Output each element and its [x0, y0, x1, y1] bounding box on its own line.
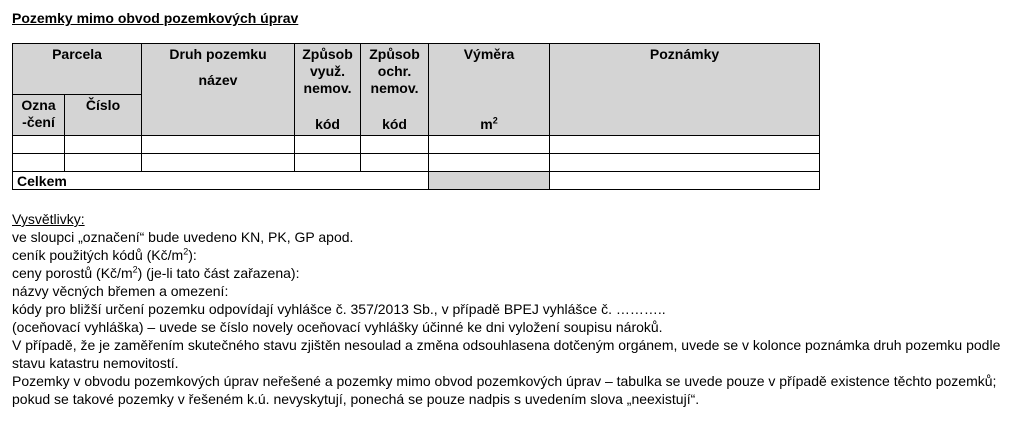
table-cell — [142, 136, 295, 154]
header-parcela: Parcela — [13, 44, 142, 95]
table-cell — [361, 136, 429, 154]
header-poznamky: Poznámky — [550, 44, 820, 136]
header-druh-pozemku: Druh pozemku název — [142, 44, 295, 136]
table-cell — [65, 136, 142, 154]
legend-line: kódy pro bližší určení pozemku odpovídají vyhlášce č. 357/2013 Sb., v případě BPEJ vyhlášce č. ……….. — [12, 301, 666, 317]
legend-heading: Vysvětlivky: — [12, 211, 85, 227]
table-cell — [550, 154, 820, 172]
table-row — [13, 154, 820, 172]
header-zpusob-vyuziti: Způsob využ. nemov. kód — [295, 44, 361, 136]
table-row — [13, 136, 820, 154]
table-cell — [429, 136, 550, 154]
table-cell — [295, 136, 361, 154]
legend-line: ceník použitých kódů $(Kč/m^2)$: — [12, 246, 197, 263]
table-cell — [13, 136, 65, 154]
legend — [12, 210, 1022, 408]
total-label: Celkem — [13, 172, 429, 190]
legend-line: ceny porostů $(Kč/m^2)$ (je-li tato část zařazena): — [12, 264, 300, 281]
total-poznamky-cell — [550, 172, 820, 190]
header-cislo: Číslo — [65, 94, 142, 135]
vymera-unit: m — [480, 116, 493, 132]
table-cell — [295, 154, 361, 172]
header-oznaceni: Ozna -čení — [13, 94, 65, 135]
legend-line: V případě, že je zaměřením skutečného stavu zjištěn nesoulad a změna odsouhlasena dotčeným orgánem, uvede se v kolonce poznámka druh pozemku podle stavu katastru nemovitostí. — [12, 337, 1001, 371]
legend-line: Pozemky v obvodu pozemkových úprav neřešené a pozemky mimo obvod pozemkových úprav – tabulka se uvede pouze v případě existence těchto pozemků; pokud se takové pozemky v řešeném k.ú. nevyskytují, ponechá se pouze nadpis s uvedením slova „neexistují“. — [12, 373, 997, 407]
legend-line: (oceňovací vyhláška) – uvede se číslo novely oceňovací vyhlášky účinné ke dni vyložení soupisu nároků. — [12, 319, 663, 335]
header-vymera: Výměra $m^2$ — [429, 44, 550, 136]
legend-line: názvy věcných břemen a omezení: — [12, 283, 229, 299]
total-row — [13, 172, 820, 190]
table-cell — [429, 154, 550, 172]
table-cell — [65, 154, 142, 172]
table-cell — [142, 154, 295, 172]
table-cell — [13, 154, 65, 172]
page-title: Pozemky mimo obvod pozemkových úprav — [12, 10, 299, 26]
legend-line: ve sloupci „označení“ bude uvedeno KN, PK, GP apod. — [12, 229, 354, 245]
parcel-table — [12, 43, 820, 190]
table-cell — [361, 154, 429, 172]
table-cell — [550, 136, 820, 154]
total-vymera-cell — [429, 172, 550, 190]
header-zpusob-ochrany: Způsob ochr. nemov. kód — [361, 44, 429, 136]
vymera-exponent: 2 — [492, 115, 498, 126]
